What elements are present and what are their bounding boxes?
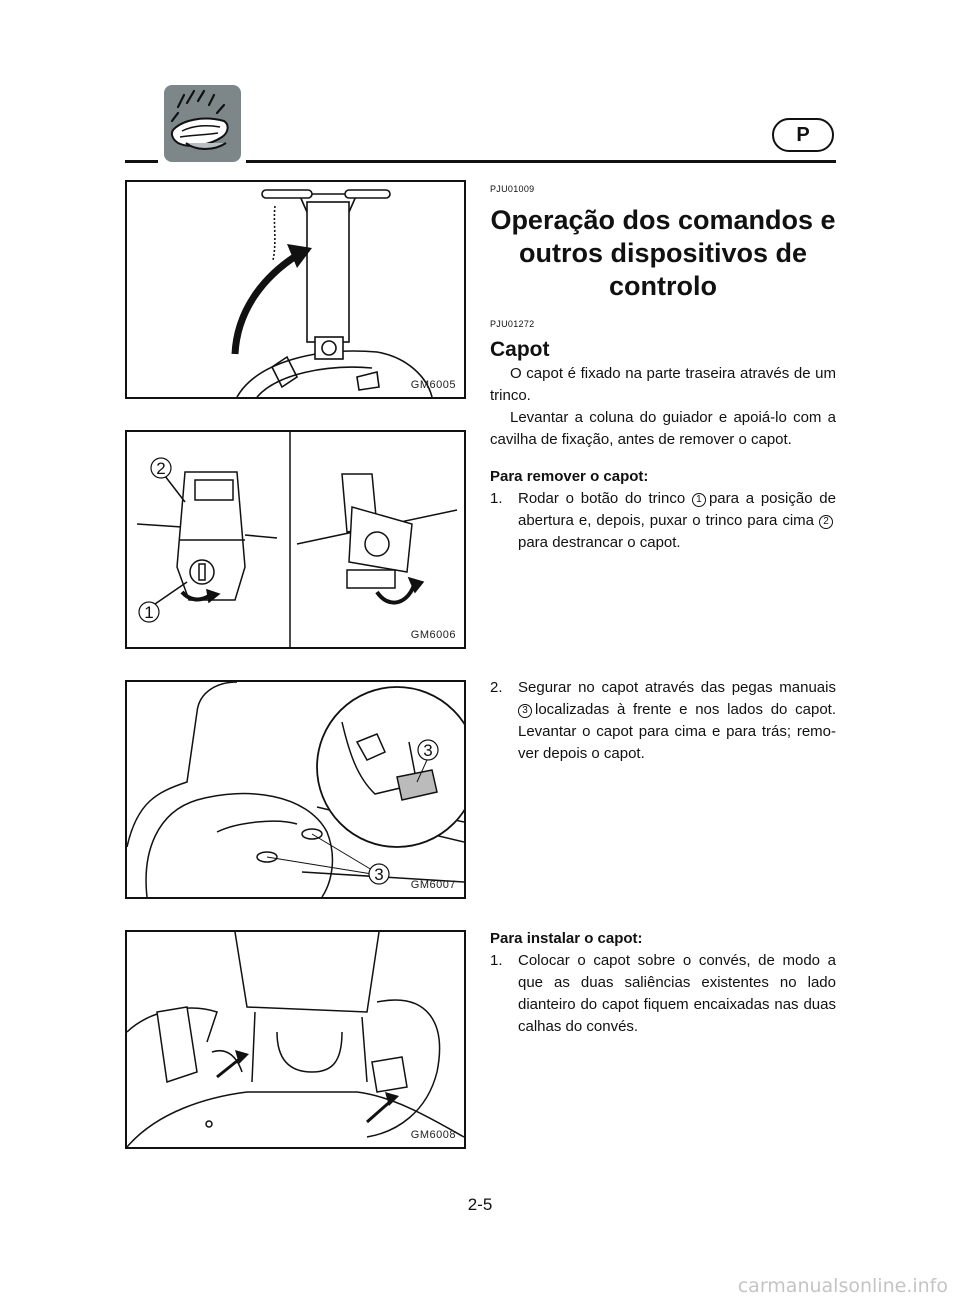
figure-code: GM6006	[410, 629, 456, 641]
install-step-1	[490, 950, 836, 1038]
step-text	[518, 488, 836, 554]
remove-step-1	[490, 488, 836, 554]
section-code: PJU01009	[490, 184, 535, 194]
step-text	[518, 677, 836, 765]
step-text-part: para destrancar o capot.	[518, 534, 681, 551]
hood-grips-illustration	[127, 682, 464, 897]
remove-heading: Para remover o capot:	[490, 468, 649, 485]
callout-marker-3: 3	[518, 704, 532, 718]
step-text-part: para a posição de abertura e, depois, puxar o trinco para cima	[518, 490, 836, 529]
figure-code: GM6008	[410, 1129, 456, 1141]
handlepole-illustration	[127, 182, 464, 397]
step-text-part: Rodar o botão do trinco	[518, 490, 686, 507]
callout-1: 1	[144, 603, 154, 622]
header-rule-left	[125, 160, 158, 163]
figure-hood-grips	[125, 680, 466, 899]
hood-install-illustration	[127, 932, 464, 1147]
callout-2: 2	[156, 459, 166, 478]
figure-handlepole-raised	[125, 180, 466, 399]
page-number: 2-5	[467, 1195, 493, 1214]
intro-paragraph: O capot é fixado na parte traseira através de um trinco.	[490, 365, 836, 404]
step-text-part: localizadas à frente e nos lados do capot. Levantar o capot para cima e para trás; remo-ver depois o capot.	[518, 701, 836, 762]
remove-step-2-section	[490, 677, 836, 765]
step-number: 2.	[490, 679, 503, 696]
step-text-part: Segurar no capot através das pegas manuais	[518, 679, 836, 696]
step-text: Colocar o capot sobre o convés, de modo a que as duas saliências existentes no lado dianteiro do capot fiquem encaixadas nas duas calhas do convés.	[518, 952, 836, 1035]
callout-marker-2: 2	[819, 515, 833, 529]
subsection-code: PJU01272	[490, 319, 535, 329]
figure-latch-release	[125, 430, 466, 649]
callout-marker-1: 1	[692, 493, 706, 507]
install-section	[490, 928, 836, 1038]
callout-3-detail: 3	[423, 741, 433, 760]
figure-hood-install	[125, 930, 466, 1149]
header-rule-right	[246, 160, 836, 163]
figure-code: GM6005	[410, 379, 456, 391]
support-paragraph: Levantar a coluna do guiador e apoiá-lo com a cavilha de fixação, antes de remover o capot.	[490, 409, 836, 448]
intro-section	[490, 178, 836, 554]
latch-illustration	[127, 432, 464, 647]
watermark: carmanualsonline.info	[737, 1275, 948, 1297]
language-badge: P	[772, 118, 834, 152]
install-heading: Para instalar o capot:	[490, 930, 643, 947]
step-number: 1.	[490, 490, 503, 507]
subsection-title: Capot	[490, 338, 550, 361]
page-title: Operação dos comandos e outros dispositivos de controlo	[490, 205, 836, 301]
remove-step-2	[490, 677, 836, 765]
figure-code: GM6007	[410, 879, 456, 891]
callout-3: 3	[374, 865, 384, 884]
hand-cleaning-icon	[164, 85, 241, 162]
step-number: 1.	[490, 952, 503, 969]
